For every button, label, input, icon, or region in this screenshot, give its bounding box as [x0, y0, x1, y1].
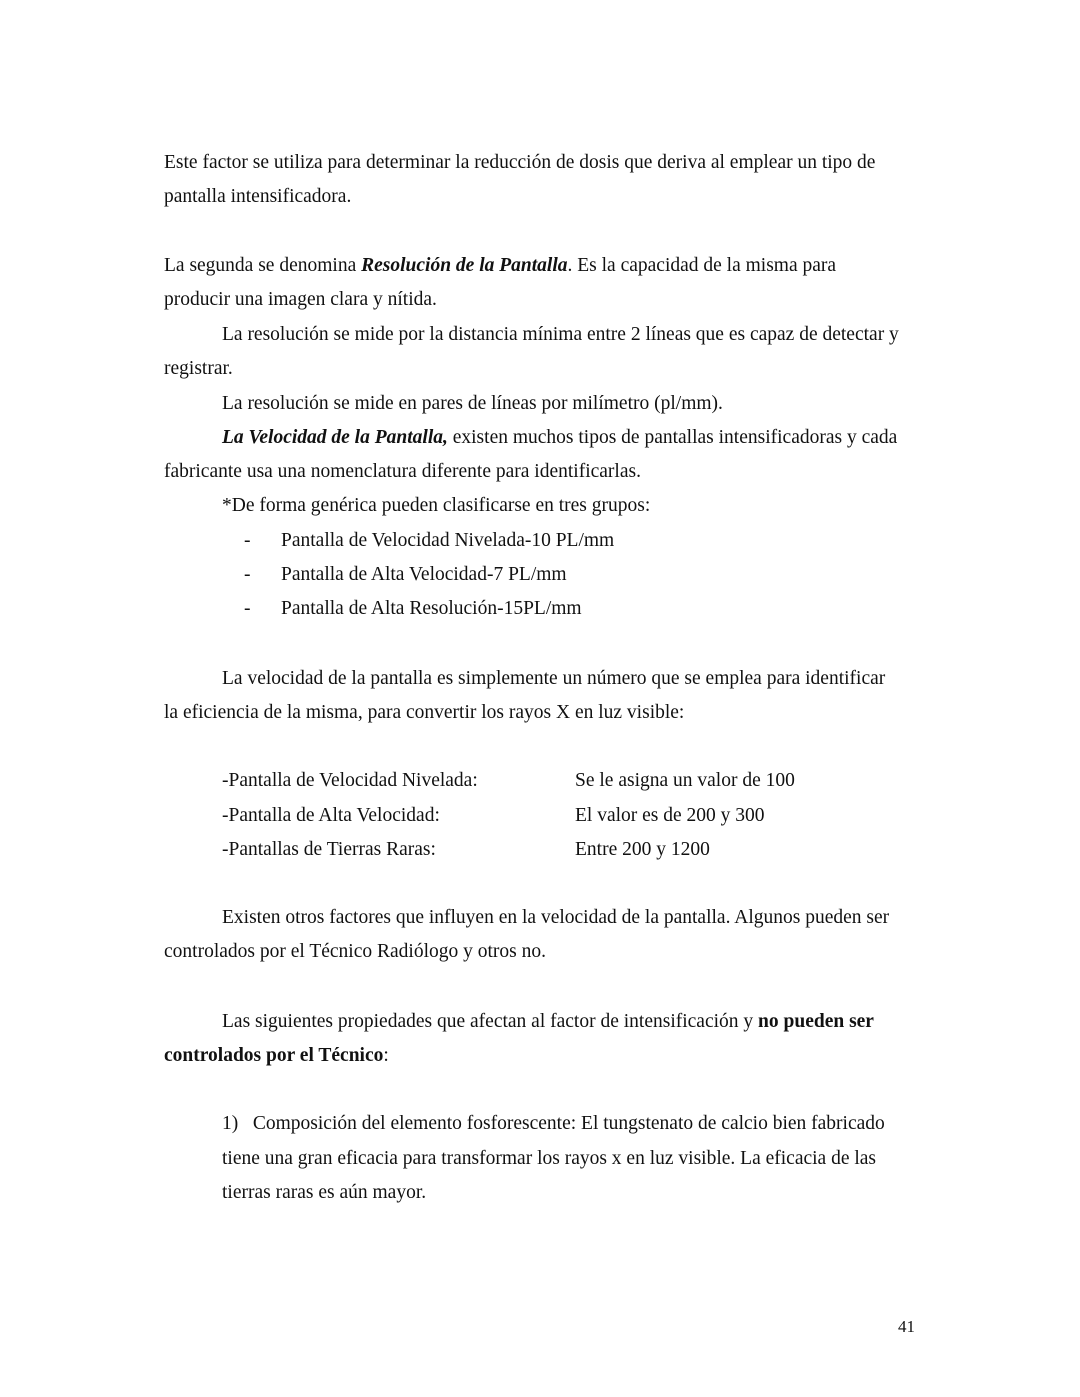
text: La segunda se denomina [164, 255, 362, 276]
paragraph-line: *De forma genérica pueden clasificarse en tres grupos: [222, 495, 651, 516]
table-value: El valor es de 200 y 300 [575, 805, 765, 826]
paragraph-line: la eficiencia de la misma, para convertir los rayos X en luz visible: [164, 702, 685, 723]
paragraph-line [164, 1044, 389, 1068]
list-item: Pantalla de Velocidad Nivelada-10 PL/mm [281, 530, 615, 551]
paragraph-line: controlados por el Técnico Radiólogo y otros no. [164, 941, 546, 962]
paragraph-line: La velocidad de la pantalla es simplemente un número que se emplea para identificar [222, 668, 886, 689]
paragraph-line: Este factor se utiliza para determinar la reducción de dosis que deriva al emplear un tipo de [164, 152, 876, 173]
table-label: -Pantalla de Alta Velocidad: [222, 805, 440, 826]
text: . Es la capacidad de la misma para [567, 255, 837, 276]
term-resolucion: Resolución de la Pantalla [361, 255, 568, 276]
paragraph-line: La resolución se mide por la distancia mínima entre 2 líneas que es capaz de detectar y [222, 324, 899, 345]
table-label: -Pantallas de Tierras Raras: [222, 839, 436, 860]
table-value: Entre 200 y 1200 [575, 839, 710, 860]
paragraph-line: Existen otros factores que influyen en la velocidad de la pantalla. Algunos pueden ser [222, 907, 890, 928]
paragraph-line [222, 1010, 874, 1034]
list-item: Pantalla de Alta Velocidad-7 PL/mm [281, 564, 567, 585]
text: : [383, 1045, 389, 1066]
table-value: Se le asigna un valor de 100 [575, 770, 795, 791]
paragraph-line: La resolución se mide en pares de líneas por milímetro (pl/mm). [222, 393, 723, 414]
paragraph-line: registrar. [164, 358, 233, 379]
paragraph-line [222, 426, 897, 450]
page-number: 41 [898, 1317, 915, 1336]
paragraph-line [164, 254, 836, 278]
text: existen muchos tipos de pantallas intensificadoras y cada [447, 427, 898, 448]
list-item: Pantalla de Alta Resolución-15PL/mm [281, 598, 582, 619]
paragraph-line: producir una imagen clara y nítida. [164, 289, 437, 310]
numbered-item-line: tierras raras es aún mayor. [222, 1182, 427, 1203]
bold-text: no pueden ser [758, 1011, 874, 1032]
table-label: -Pantalla de Velocidad Nivelada: [222, 770, 478, 791]
numbered-item-line: 1) Composición del elemento fosforescente: El tungstenato de calcio bien fabricado [222, 1113, 885, 1134]
paragraph-line: pantalla intensificadora. [164, 186, 352, 207]
term-velocidad: La Velocidad de la Pantalla, [222, 427, 448, 448]
bullet-marker: - [244, 598, 251, 619]
bullet-marker: - [244, 530, 251, 551]
bold-text: controlados por el Técnico [164, 1045, 384, 1066]
paragraph-line: fabricante usa una nomenclatura diferente para identificarlas. [164, 461, 641, 482]
text: Las siguientes propiedades que afectan al factor de intensificación y [222, 1011, 759, 1032]
bullet-marker: - [244, 564, 251, 585]
numbered-item-line: tiene una gran eficacia para transformar los rayos x en luz visible. La eficacia de las [222, 1148, 877, 1169]
